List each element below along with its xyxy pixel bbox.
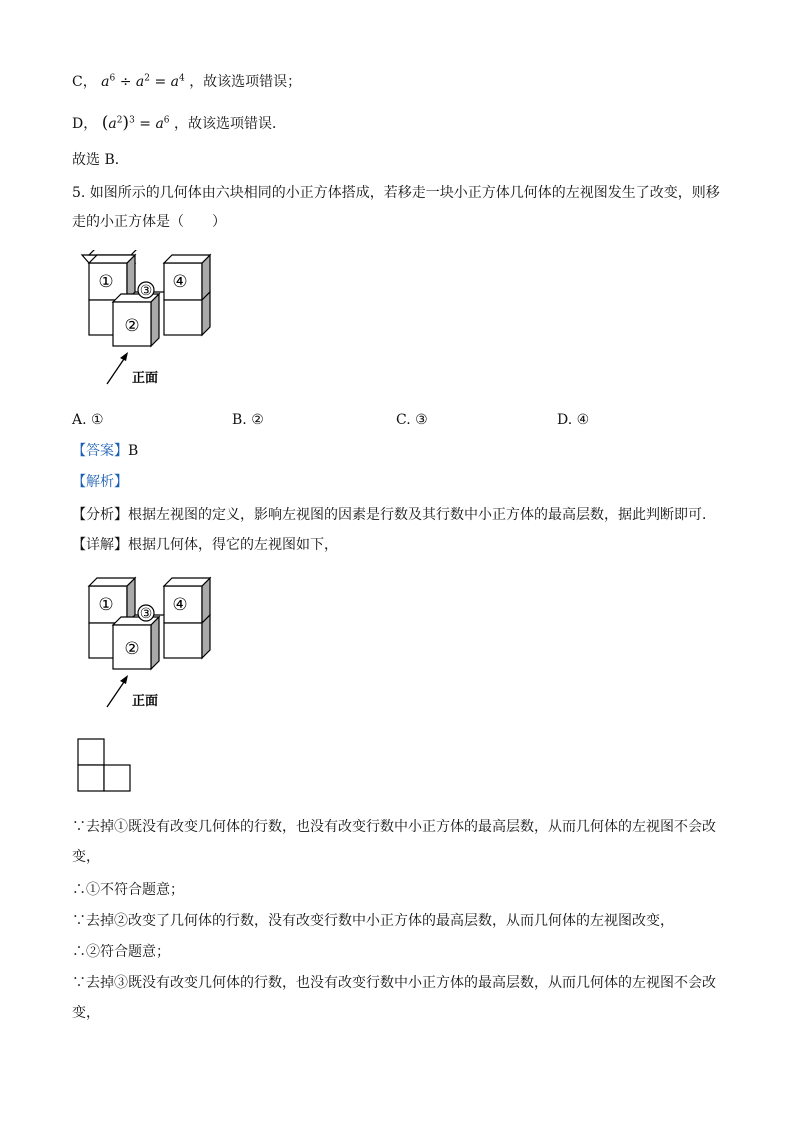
label: C， bbox=[72, 74, 97, 90]
para-3: ∵去掉②改变了几何体的行数，没有改变行数中小正方体的最高层数，从而几何体的左视图改变， bbox=[72, 913, 674, 929]
cube-1-label: ① bbox=[98, 595, 114, 615]
arrow-head-icon bbox=[120, 675, 128, 684]
para-5b: 变， bbox=[72, 1005, 100, 1021]
cube-figure-question bbox=[80, 250, 230, 390]
cube-1-label: ① bbox=[98, 272, 114, 292]
xiangjie-line: 【详解】根据几何体，得它的左视图如下， bbox=[72, 537, 338, 553]
option-c-explanation bbox=[72, 72, 301, 92]
arrow-head-icon bbox=[120, 352, 128, 361]
text: ，故该选项错误； bbox=[189, 74, 302, 90]
cube-3-label: ③ bbox=[139, 606, 153, 622]
para-1a: ∵去掉①既没有改变几何体的行数，也没有改变行数中小正方体的最高层数，从而几何体的左视图不会改 bbox=[72, 819, 716, 835]
math-expression: $(a^2)^3 = a^6$ bbox=[101, 113, 170, 133]
front-label: 正面 bbox=[132, 694, 159, 709]
question-5-line-2: 走的小正方体是（ ） bbox=[72, 214, 226, 230]
fenxi-line: 【分析】根据左视图的定义，影响左视图的因素是行数及其行数中小正方体的最高层数，据此判断即可． bbox=[72, 507, 716, 523]
cube-3-label: ③ bbox=[139, 283, 153, 299]
analysis-tag: 【解析】 bbox=[72, 474, 128, 490]
left-view-figure bbox=[76, 737, 136, 795]
para-1b: 变， bbox=[72, 849, 100, 865]
question-5-line-1: 5. 如图所示的几何体由六块相同的小正方体搭成，若移走一块小正方体几何体的左视图发生了改变，则移 bbox=[72, 185, 720, 201]
para-2: ∴①不符合题意； bbox=[72, 882, 184, 898]
para-5a: ∵去掉③既没有改变几何体的行数，也没有改变行数中小正方体的最高层数，从而几何体的左视图不会改 bbox=[72, 975, 716, 991]
choose-line: 故选 B． bbox=[72, 152, 129, 168]
answer-value: B bbox=[128, 443, 139, 459]
cube-4-label: ④ bbox=[172, 272, 188, 292]
option-d-explanation bbox=[72, 113, 286, 134]
option-c: C. ③ bbox=[396, 412, 428, 428]
para-4: ∴②符合题意； bbox=[72, 944, 170, 960]
option-d: D. ④ bbox=[557, 412, 590, 428]
math-expression: $a^6 \div a^2 = a^4$ bbox=[101, 73, 185, 90]
text: ，故该选项错误． bbox=[173, 116, 286, 132]
cube-4-label: ④ bbox=[172, 595, 188, 615]
answer-line bbox=[72, 441, 138, 461]
cube-2-label: ② bbox=[124, 639, 140, 659]
answer-tag: 【答案】 bbox=[72, 443, 128, 459]
front-label: 正面 bbox=[132, 371, 159, 386]
option-a: A. ① bbox=[72, 412, 104, 428]
option-b: B. ② bbox=[232, 412, 264, 428]
label: D， bbox=[72, 116, 98, 132]
cube-2-label: ② bbox=[124, 316, 140, 336]
cube-figure-answer bbox=[80, 573, 230, 713]
